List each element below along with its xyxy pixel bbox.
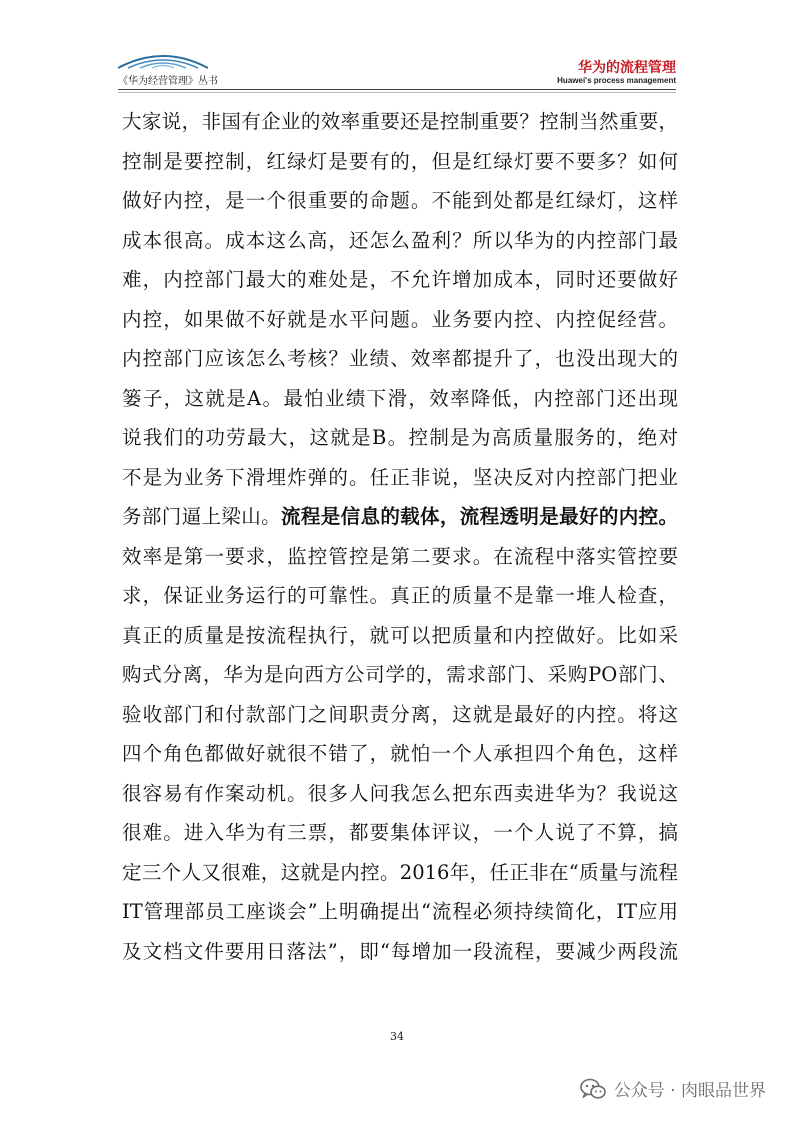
body-line: 购式分离，华为是向西方公司学的，需求部门、采购PO部门、 [122, 663, 678, 686]
watermark-text: 公众号 · 肉眼品世界 [613, 1081, 766, 1101]
body-line: 验收部门和付款部门之间职责分离，这就是最好的内控。将这 [122, 702, 678, 726]
book-brand [557, 60, 676, 86]
publisher-logo-icon [118, 50, 208, 70]
body-line: 真正的质量是按流程执行，就可以把质量和内控做好。比如采 [122, 623, 678, 647]
body-line: 效率是第一要求，监控管控是第二要求。在流程中落实管控要 [122, 544, 678, 568]
bold-key-sentence: 流程是信息的载体，流程透明是最好的内控。 [280, 505, 678, 528]
page-header [0, 0, 794, 100]
book-title-en: Huawei's process management [557, 76, 676, 85]
body-line-with-emphasis [122, 497, 678, 537]
body-line: 篓子，这就是A。最怕业绩下滑，效率降低，内控部门还出现 [122, 386, 678, 410]
body-line: 大家说，非国有企业的效率重要还是控制重要？控制当然重要， [122, 110, 678, 133]
body-line: 定三个人又很难，这就是内控。2016年，任正非在“质量与流程 [122, 860, 678, 884]
page-number: 34 [390, 1030, 404, 1043]
body-line: 很难。进入华为有三票，都要集体评议，一个人说了不算，搞 [122, 821, 678, 844]
body-line: 求，保证业务运行的可靠性。真正的质量不是靠一堆人检查， [122, 584, 678, 607]
body-line: 控制是要控制，红绿灯是要有的，但是红绿灯要不要多？如何 [122, 149, 678, 173]
body-line: IT管理部员工座谈会”上明确提出“流程必须持续简化，IT应用 [122, 900, 678, 923]
header-divider [118, 89, 676, 90]
body-line: 及文档文件要用日落法”，即“每增加一段流程，要减少两段流 [122, 939, 678, 963]
body-line: 四个角色都做好就很不错了，就怕一个人承担四个角色，这样 [122, 742, 678, 765]
body-line: 成本很高。成本这么高，还怎么盈利？所以华为的内控部门最 [122, 228, 678, 252]
series-title: 《华为经营管理》丛书 [118, 76, 218, 87]
body-line: 很容易有作案动机。很多人问我怎么把东西卖进华为？我说这 [122, 781, 678, 805]
book-title-cn: 华为的流程管理 [578, 60, 676, 76]
body-line: 内控部门应该怎么考核？业绩、效率都提升了，也没出现大的 [122, 347, 678, 370]
body-line: 内控，如果做不好就是水平问题。业务要内控、内控促经营。 [122, 307, 678, 331]
body-line: 难，内控部门最大的难处是，不允许增加成本，同时还要做好 [122, 268, 678, 291]
body-text [122, 102, 678, 971]
header-divider-thin [118, 92, 676, 93]
body-line: 不是为业务下滑埋炸弹的。任正非说，坚决反对内控部门把业 [122, 465, 678, 489]
wechat-icon [580, 1078, 606, 1100]
body-line: 说我们的功劳最大，这就是B。控制是为高质量服务的，绝对 [122, 426, 678, 449]
watermark [580, 1076, 766, 1101]
body-line-segment: 务部门逼上梁山。 [122, 505, 281, 528]
body-line: 做好内控，是一个很重要的命题。不能到处都是红绿灯，这样 [122, 189, 678, 212]
